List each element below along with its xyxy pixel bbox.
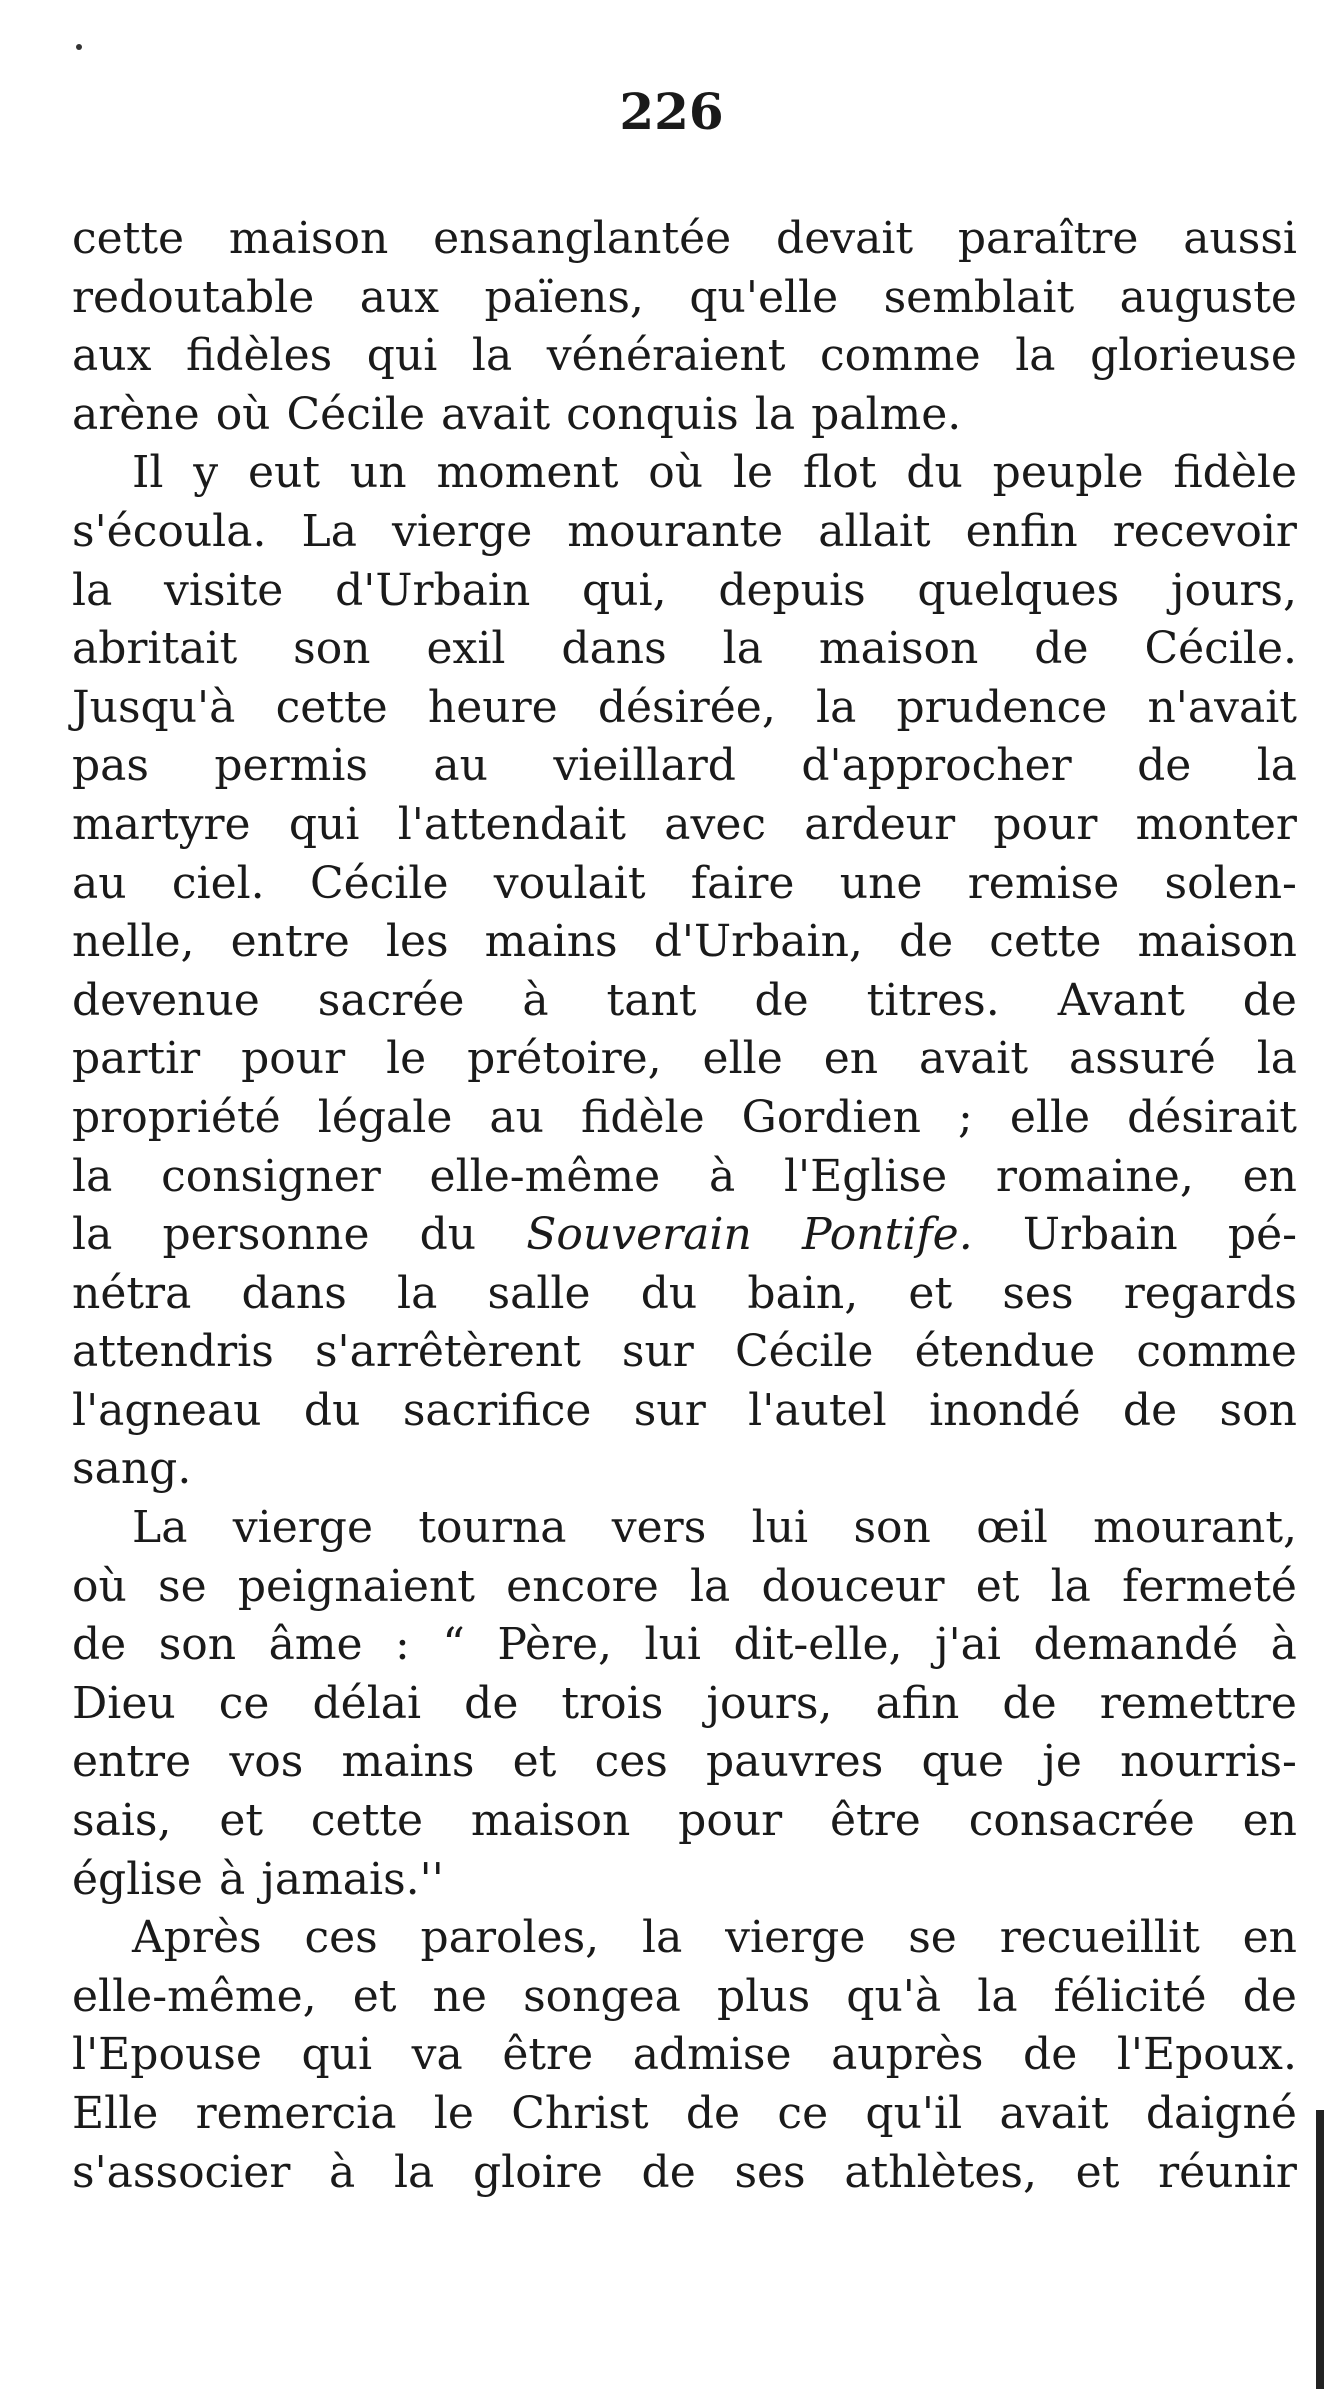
word: salle xyxy=(487,1267,591,1319)
word: Jusqu'à xyxy=(72,681,236,733)
word: maison xyxy=(470,1795,631,1847)
word: voulait xyxy=(493,857,646,909)
word: devait xyxy=(776,213,914,264)
word: elle-même, xyxy=(72,1970,317,2022)
word: Il xyxy=(132,447,164,499)
word: Souverain xyxy=(526,1209,752,1261)
word: tourna xyxy=(418,1502,567,1554)
word: nelle, xyxy=(72,916,195,968)
word: Après xyxy=(132,1912,262,1964)
word: dans xyxy=(241,1267,347,1319)
word: que xyxy=(921,1736,1005,1788)
word: sacrifice xyxy=(402,1384,592,1436)
word: et xyxy=(512,1736,557,1788)
word: et xyxy=(219,1795,264,1847)
text-line xyxy=(72,855,1297,914)
word: prétoire, xyxy=(467,1033,662,1085)
word: s'associer xyxy=(72,2146,291,2198)
word: gloire xyxy=(472,2146,603,2198)
text-line xyxy=(72,503,1297,562)
word: fidèles xyxy=(185,330,333,382)
word: attendris xyxy=(72,1326,274,1378)
word: ses xyxy=(1002,1267,1074,1319)
word: s'écoula. xyxy=(72,505,267,557)
word: entre xyxy=(230,916,350,968)
word: œil xyxy=(976,1502,1048,1554)
word: païens, xyxy=(484,271,644,323)
word: maison xyxy=(818,623,979,675)
word: entre xyxy=(72,1736,192,1788)
text-line xyxy=(72,1323,1297,1382)
word: recueillit xyxy=(999,1912,1200,1964)
word: Avant xyxy=(1057,974,1185,1026)
word: de xyxy=(641,2146,696,2198)
text-line xyxy=(72,620,1297,679)
word: la xyxy=(977,1970,1018,2022)
word: qui, xyxy=(582,564,667,616)
word: ne xyxy=(432,1970,487,2022)
word: afin xyxy=(875,1677,960,1729)
word: consacrée xyxy=(968,1795,1195,1847)
word: nétra xyxy=(72,1267,192,1319)
word: de xyxy=(1034,623,1089,675)
word: étendue xyxy=(914,1326,1096,1378)
word: délai xyxy=(312,1677,422,1729)
word: sais, xyxy=(72,1795,172,1847)
text-line xyxy=(72,796,1297,855)
word: jamais.'' xyxy=(261,1853,444,1905)
word: un xyxy=(349,447,407,499)
word: de xyxy=(685,2088,741,2139)
word: va xyxy=(411,2029,463,2081)
word: la xyxy=(689,1560,731,1612)
word: romaine, xyxy=(995,1150,1194,1202)
word: et xyxy=(1075,2146,1120,2198)
word: visite xyxy=(164,564,284,616)
text-line xyxy=(72,1733,1297,1792)
text-line xyxy=(72,1792,1297,1851)
word: pour xyxy=(678,1795,783,1847)
word: au xyxy=(72,857,127,909)
word: sacrée xyxy=(317,974,465,1026)
word: n'avait xyxy=(1147,681,1297,733)
word: Cécile. xyxy=(1144,623,1297,675)
text-line xyxy=(72,327,1297,386)
word: personne xyxy=(162,1209,370,1261)
word: son xyxy=(158,1619,237,1671)
word: son xyxy=(293,623,371,675)
word: daigné xyxy=(1145,2088,1297,2139)
word: enfin xyxy=(965,505,1078,557)
word: de xyxy=(754,974,809,1026)
word: Gordien xyxy=(741,1091,921,1143)
word: et xyxy=(352,1970,397,2022)
word: la xyxy=(1050,1560,1091,1612)
word: mourante xyxy=(567,505,784,557)
word: depuis xyxy=(718,564,866,616)
word: où xyxy=(72,1560,127,1612)
word: l'autel xyxy=(748,1384,887,1436)
word: auguste xyxy=(1119,271,1297,323)
word: jours, xyxy=(1170,564,1297,616)
word: l'attendait xyxy=(397,798,626,850)
word: palme. xyxy=(811,388,962,440)
word: prudence xyxy=(896,681,1108,733)
body-text xyxy=(72,210,1297,2202)
print-speck xyxy=(76,44,82,50)
word: paraître xyxy=(957,213,1139,264)
text-line xyxy=(72,972,1297,1031)
word: flot xyxy=(802,447,877,499)
word: qu'à xyxy=(846,1970,942,2022)
word: se xyxy=(158,1560,207,1612)
margin-edge-mark xyxy=(1316,2110,1324,2389)
word: où xyxy=(648,447,704,499)
word: nourris- xyxy=(1120,1736,1297,1788)
word: son xyxy=(853,1502,931,1554)
word: du xyxy=(419,1209,477,1261)
word: qu'il xyxy=(865,2088,963,2139)
word: jours, xyxy=(706,1677,833,1729)
word: pé- xyxy=(1227,1209,1297,1261)
word: remettre xyxy=(1099,1677,1297,1729)
word: aux xyxy=(359,271,440,323)
text-line xyxy=(72,2026,1297,2085)
word: à xyxy=(218,1853,246,1905)
word: moment xyxy=(436,447,619,499)
word: une xyxy=(839,857,923,909)
word: désirée, xyxy=(597,681,776,733)
word: cette xyxy=(72,213,185,264)
word: avec xyxy=(664,798,767,850)
word: demandé xyxy=(1033,1619,1239,1671)
word: l'Epouse xyxy=(72,2029,262,2081)
word: exil xyxy=(426,623,506,675)
word: le xyxy=(433,2088,474,2139)
word: en xyxy=(1242,1150,1297,1202)
word: où xyxy=(215,388,271,440)
word: de xyxy=(464,1677,519,1729)
word: comme xyxy=(820,330,981,382)
word: peignaient xyxy=(237,1560,475,1612)
word: de xyxy=(898,916,954,968)
word: de xyxy=(1137,740,1192,792)
text-line xyxy=(72,1382,1297,1441)
word: de xyxy=(1002,1677,1057,1729)
word: la xyxy=(1015,330,1056,382)
word: athlètes, xyxy=(844,2146,1037,2198)
word: le xyxy=(732,447,774,499)
word: songea xyxy=(523,1970,681,2022)
word: j'ai xyxy=(934,1619,1001,1671)
word: mains xyxy=(341,1736,475,1788)
word: de xyxy=(1242,1970,1297,2022)
word: remercia xyxy=(195,2088,397,2139)
word: être xyxy=(502,2029,594,2081)
text-line xyxy=(72,913,1297,972)
word: y xyxy=(193,447,219,499)
word: peuple xyxy=(992,447,1144,499)
word: quelques xyxy=(917,564,1120,616)
word: heure xyxy=(427,681,558,733)
word: ce xyxy=(777,2088,829,2139)
word: au xyxy=(489,1091,544,1143)
word: à xyxy=(1270,1619,1297,1671)
word: d'Urbain, xyxy=(653,916,863,968)
word: La xyxy=(132,1502,188,1554)
word: elle-même xyxy=(429,1150,661,1202)
word: Christ xyxy=(511,2088,649,2139)
word: vierge xyxy=(232,1502,373,1554)
text-line xyxy=(72,2144,1297,2203)
word: ensanglantée xyxy=(433,213,732,264)
word: fermeté xyxy=(1122,1560,1297,1612)
word: désirait xyxy=(1127,1091,1297,1143)
text-line xyxy=(72,562,1297,621)
word: elle xyxy=(1009,1091,1091,1143)
word: avait xyxy=(999,2088,1109,2139)
word: la xyxy=(642,1912,683,1964)
word: lui xyxy=(644,1619,701,1671)
word: admise xyxy=(632,2029,792,2081)
word: Cécile xyxy=(309,857,449,909)
word: à xyxy=(522,974,549,1026)
word: les xyxy=(385,916,449,968)
text-line xyxy=(72,210,1297,269)
word: propriété xyxy=(72,1091,281,1143)
word: sang. xyxy=(72,1443,192,1495)
word: elle xyxy=(702,1033,783,1085)
word: à xyxy=(329,2146,356,2198)
text-line xyxy=(72,1675,1297,1734)
word: son xyxy=(1219,1384,1297,1436)
word: l'Epoux. xyxy=(1116,2029,1297,2081)
word: redoutable xyxy=(72,271,315,323)
word: aussi xyxy=(1183,213,1297,264)
text-line xyxy=(72,1440,1297,1499)
text-line xyxy=(72,1265,1297,1324)
word: la xyxy=(1256,1033,1297,1085)
word: se xyxy=(908,1912,957,1964)
word: en xyxy=(823,1033,879,1085)
word: félicité xyxy=(1053,1970,1207,2022)
word: l'agneau xyxy=(72,1384,262,1436)
text-line xyxy=(72,269,1297,328)
word: qui xyxy=(301,2029,373,2081)
word: vos xyxy=(229,1736,304,1788)
word: réunir xyxy=(1158,2146,1297,2198)
word: sur xyxy=(621,1326,694,1378)
word: permis xyxy=(214,740,368,792)
word: l'Eglise xyxy=(783,1150,948,1202)
word: consigner xyxy=(161,1150,381,1202)
word: Cécile xyxy=(734,1326,874,1378)
word: remise xyxy=(967,857,1120,909)
word: Elle xyxy=(72,2088,159,2139)
word: trois xyxy=(561,1677,664,1729)
word: ces xyxy=(304,1912,378,1964)
word: auprès xyxy=(831,2029,984,2081)
word: la xyxy=(722,623,763,675)
word: la xyxy=(397,1267,438,1319)
text-line xyxy=(72,386,1297,445)
word: paroles, xyxy=(420,1912,600,1964)
word: dit-elle, xyxy=(733,1619,903,1671)
word: allait xyxy=(818,505,931,557)
word: titres. xyxy=(866,974,1000,1026)
text-line xyxy=(72,444,1297,503)
word: en xyxy=(1242,1912,1297,1964)
word: avait xyxy=(441,388,551,440)
word: la xyxy=(754,388,796,440)
word: douceur xyxy=(761,1560,945,1612)
word: tant xyxy=(606,974,697,1026)
word: martyre xyxy=(72,798,251,850)
word: et xyxy=(975,1560,1020,1612)
word: pour xyxy=(241,1033,346,1085)
text-line xyxy=(72,1968,1297,2027)
word: plus xyxy=(717,1970,811,2022)
text-line xyxy=(72,737,1297,796)
word: le xyxy=(386,1033,427,1085)
word: en xyxy=(1242,1795,1297,1847)
word: au xyxy=(433,740,488,792)
word: et xyxy=(908,1267,953,1319)
word: vieillard xyxy=(553,740,736,792)
word: la xyxy=(816,681,857,733)
text-line xyxy=(72,1499,1297,1558)
word: ciel. xyxy=(171,857,265,909)
word: Dieu xyxy=(72,1677,176,1729)
word: vierge xyxy=(392,505,533,557)
word: inondé xyxy=(929,1384,1081,1436)
word: je xyxy=(1042,1736,1082,1788)
word: la xyxy=(72,1209,113,1261)
word: à xyxy=(708,1150,736,1202)
word: maison xyxy=(228,213,389,264)
word: qu'elle xyxy=(689,271,839,323)
word: cette xyxy=(275,681,388,733)
word: devenue xyxy=(72,974,260,1026)
word: maison xyxy=(1137,916,1297,968)
word: encore xyxy=(506,1560,659,1612)
text-line xyxy=(72,1206,1297,1265)
text-line xyxy=(72,1558,1297,1617)
word: abritait xyxy=(72,623,238,675)
page-number: 226 xyxy=(619,82,724,141)
word: partir xyxy=(72,1033,201,1085)
word: du xyxy=(303,1384,361,1436)
word: monter xyxy=(1135,798,1297,850)
text-line xyxy=(72,679,1297,738)
word: légale xyxy=(317,1091,453,1143)
word: cette xyxy=(989,916,1102,968)
word: La xyxy=(301,505,357,557)
word: ; xyxy=(957,1091,973,1143)
word: la xyxy=(72,1150,113,1202)
word: faire xyxy=(690,857,795,909)
word: pour xyxy=(993,798,1098,850)
word: sur xyxy=(633,1384,706,1436)
text-line xyxy=(72,1851,1297,1910)
word: de xyxy=(72,1619,127,1671)
word: du xyxy=(906,447,963,499)
word: église xyxy=(72,1853,203,1905)
word: Père, xyxy=(497,1619,613,1671)
word: de xyxy=(1023,2029,1078,2081)
word: Cécile xyxy=(286,388,426,440)
word: d'approcher xyxy=(801,740,1072,792)
word: “ xyxy=(442,1619,465,1671)
word: eut xyxy=(248,447,321,499)
word: arène xyxy=(72,388,200,440)
word: âme xyxy=(268,1619,363,1671)
word: fidèle xyxy=(580,1091,705,1143)
word: glorieuse xyxy=(1090,330,1297,382)
word: comme xyxy=(1136,1326,1297,1378)
word: la xyxy=(471,330,513,382)
text-line xyxy=(72,1148,1297,1207)
word: de xyxy=(1122,1384,1178,1436)
word: solen- xyxy=(1164,857,1297,909)
text-line xyxy=(72,1030,1297,1089)
word: cette xyxy=(310,1795,423,1847)
word: ses xyxy=(734,2146,806,2198)
word: la xyxy=(393,2146,435,2198)
word: aux xyxy=(72,330,152,382)
word: semblait xyxy=(883,271,1075,323)
word: du xyxy=(640,1267,698,1319)
word: fidèle xyxy=(1173,447,1297,499)
text-line xyxy=(72,1909,1297,1968)
word: pas xyxy=(72,740,149,792)
word: recevoir xyxy=(1112,505,1297,557)
word: : xyxy=(395,1619,410,1671)
text-line xyxy=(72,2085,1297,2144)
word: avait xyxy=(918,1033,1029,1085)
word: Pontife. xyxy=(801,1209,973,1261)
word: bain, xyxy=(747,1267,859,1319)
word: dans xyxy=(561,623,667,675)
word: ces xyxy=(594,1736,668,1788)
text-line xyxy=(72,1089,1297,1148)
word: Urbain xyxy=(1022,1209,1178,1261)
word: ardeur xyxy=(804,798,956,850)
word: regards xyxy=(1123,1267,1297,1319)
word: qui xyxy=(288,798,360,850)
word: lui xyxy=(751,1502,809,1554)
word: qui xyxy=(366,330,438,382)
word: vierge xyxy=(725,1912,866,1964)
word: d'Urbain xyxy=(335,564,531,616)
word: vénéraient xyxy=(546,330,786,382)
word: conquis xyxy=(566,388,739,440)
word: pauvres xyxy=(706,1736,884,1788)
word: être xyxy=(830,1795,921,1847)
word: mourant, xyxy=(1093,1502,1297,1554)
word: mains xyxy=(484,916,618,968)
word: vers xyxy=(611,1502,707,1554)
word: la xyxy=(72,564,113,616)
word: assuré xyxy=(1068,1033,1216,1085)
word: de xyxy=(1242,974,1297,1026)
word: s'arrêtèrent xyxy=(314,1326,581,1378)
word: la xyxy=(1256,740,1297,792)
word: ce xyxy=(218,1677,270,1729)
text-line xyxy=(72,1616,1297,1675)
